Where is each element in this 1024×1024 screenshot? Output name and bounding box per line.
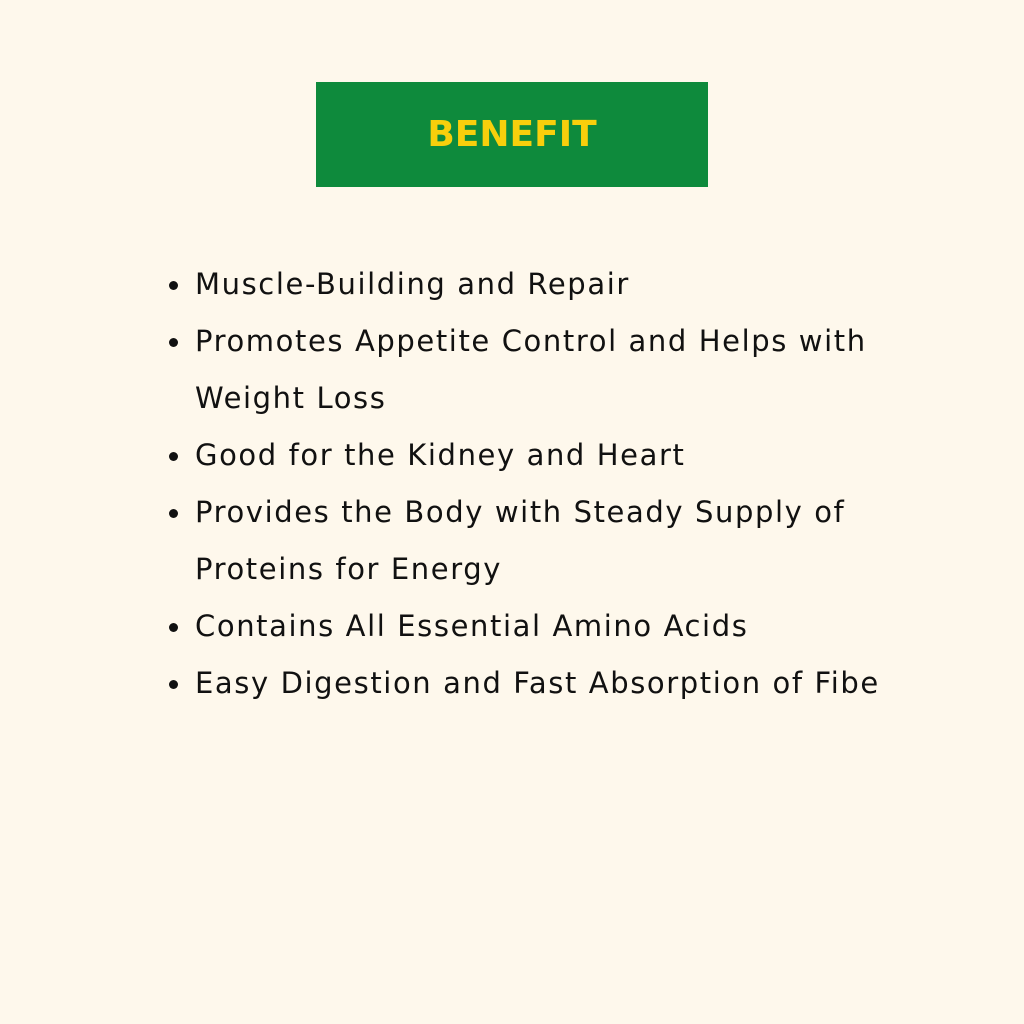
- bullet-icon: [169, 509, 178, 518]
- benefit-text: Good for the Kidney and Heart: [195, 438, 686, 472]
- benefit-item: [168, 427, 928, 484]
- bullet-icon: [169, 452, 178, 461]
- bullet-icon: [169, 623, 178, 632]
- bullet-icon: [169, 338, 178, 347]
- banner-title: BENEFIT: [427, 113, 597, 155]
- benefit-banner: [316, 82, 708, 187]
- benefit-text: Muscle-Building and Repair: [195, 267, 630, 301]
- benefit-text-continued: Proteins for Energy: [195, 552, 503, 586]
- benefit-list: [168, 256, 928, 712]
- benefit-item: [168, 655, 928, 712]
- benefit-item: [168, 598, 928, 655]
- benefit-text: Provides the Body with Steady Supply of: [195, 495, 846, 529]
- benefit-item: [168, 484, 928, 598]
- bullet-icon: [169, 680, 178, 689]
- benefit-text: Contains All Essential Amino Acids: [195, 609, 749, 643]
- benefit-item: [168, 256, 928, 313]
- benefit-text: Easy Digestion and Fast Absorption of Fibe: [195, 666, 880, 700]
- benefit-text-continued: Weight Loss: [195, 381, 387, 415]
- benefit-item: [168, 313, 928, 427]
- bullet-icon: [169, 281, 178, 290]
- benefit-text: Promotes Appetite Control and Helps with: [195, 324, 867, 358]
